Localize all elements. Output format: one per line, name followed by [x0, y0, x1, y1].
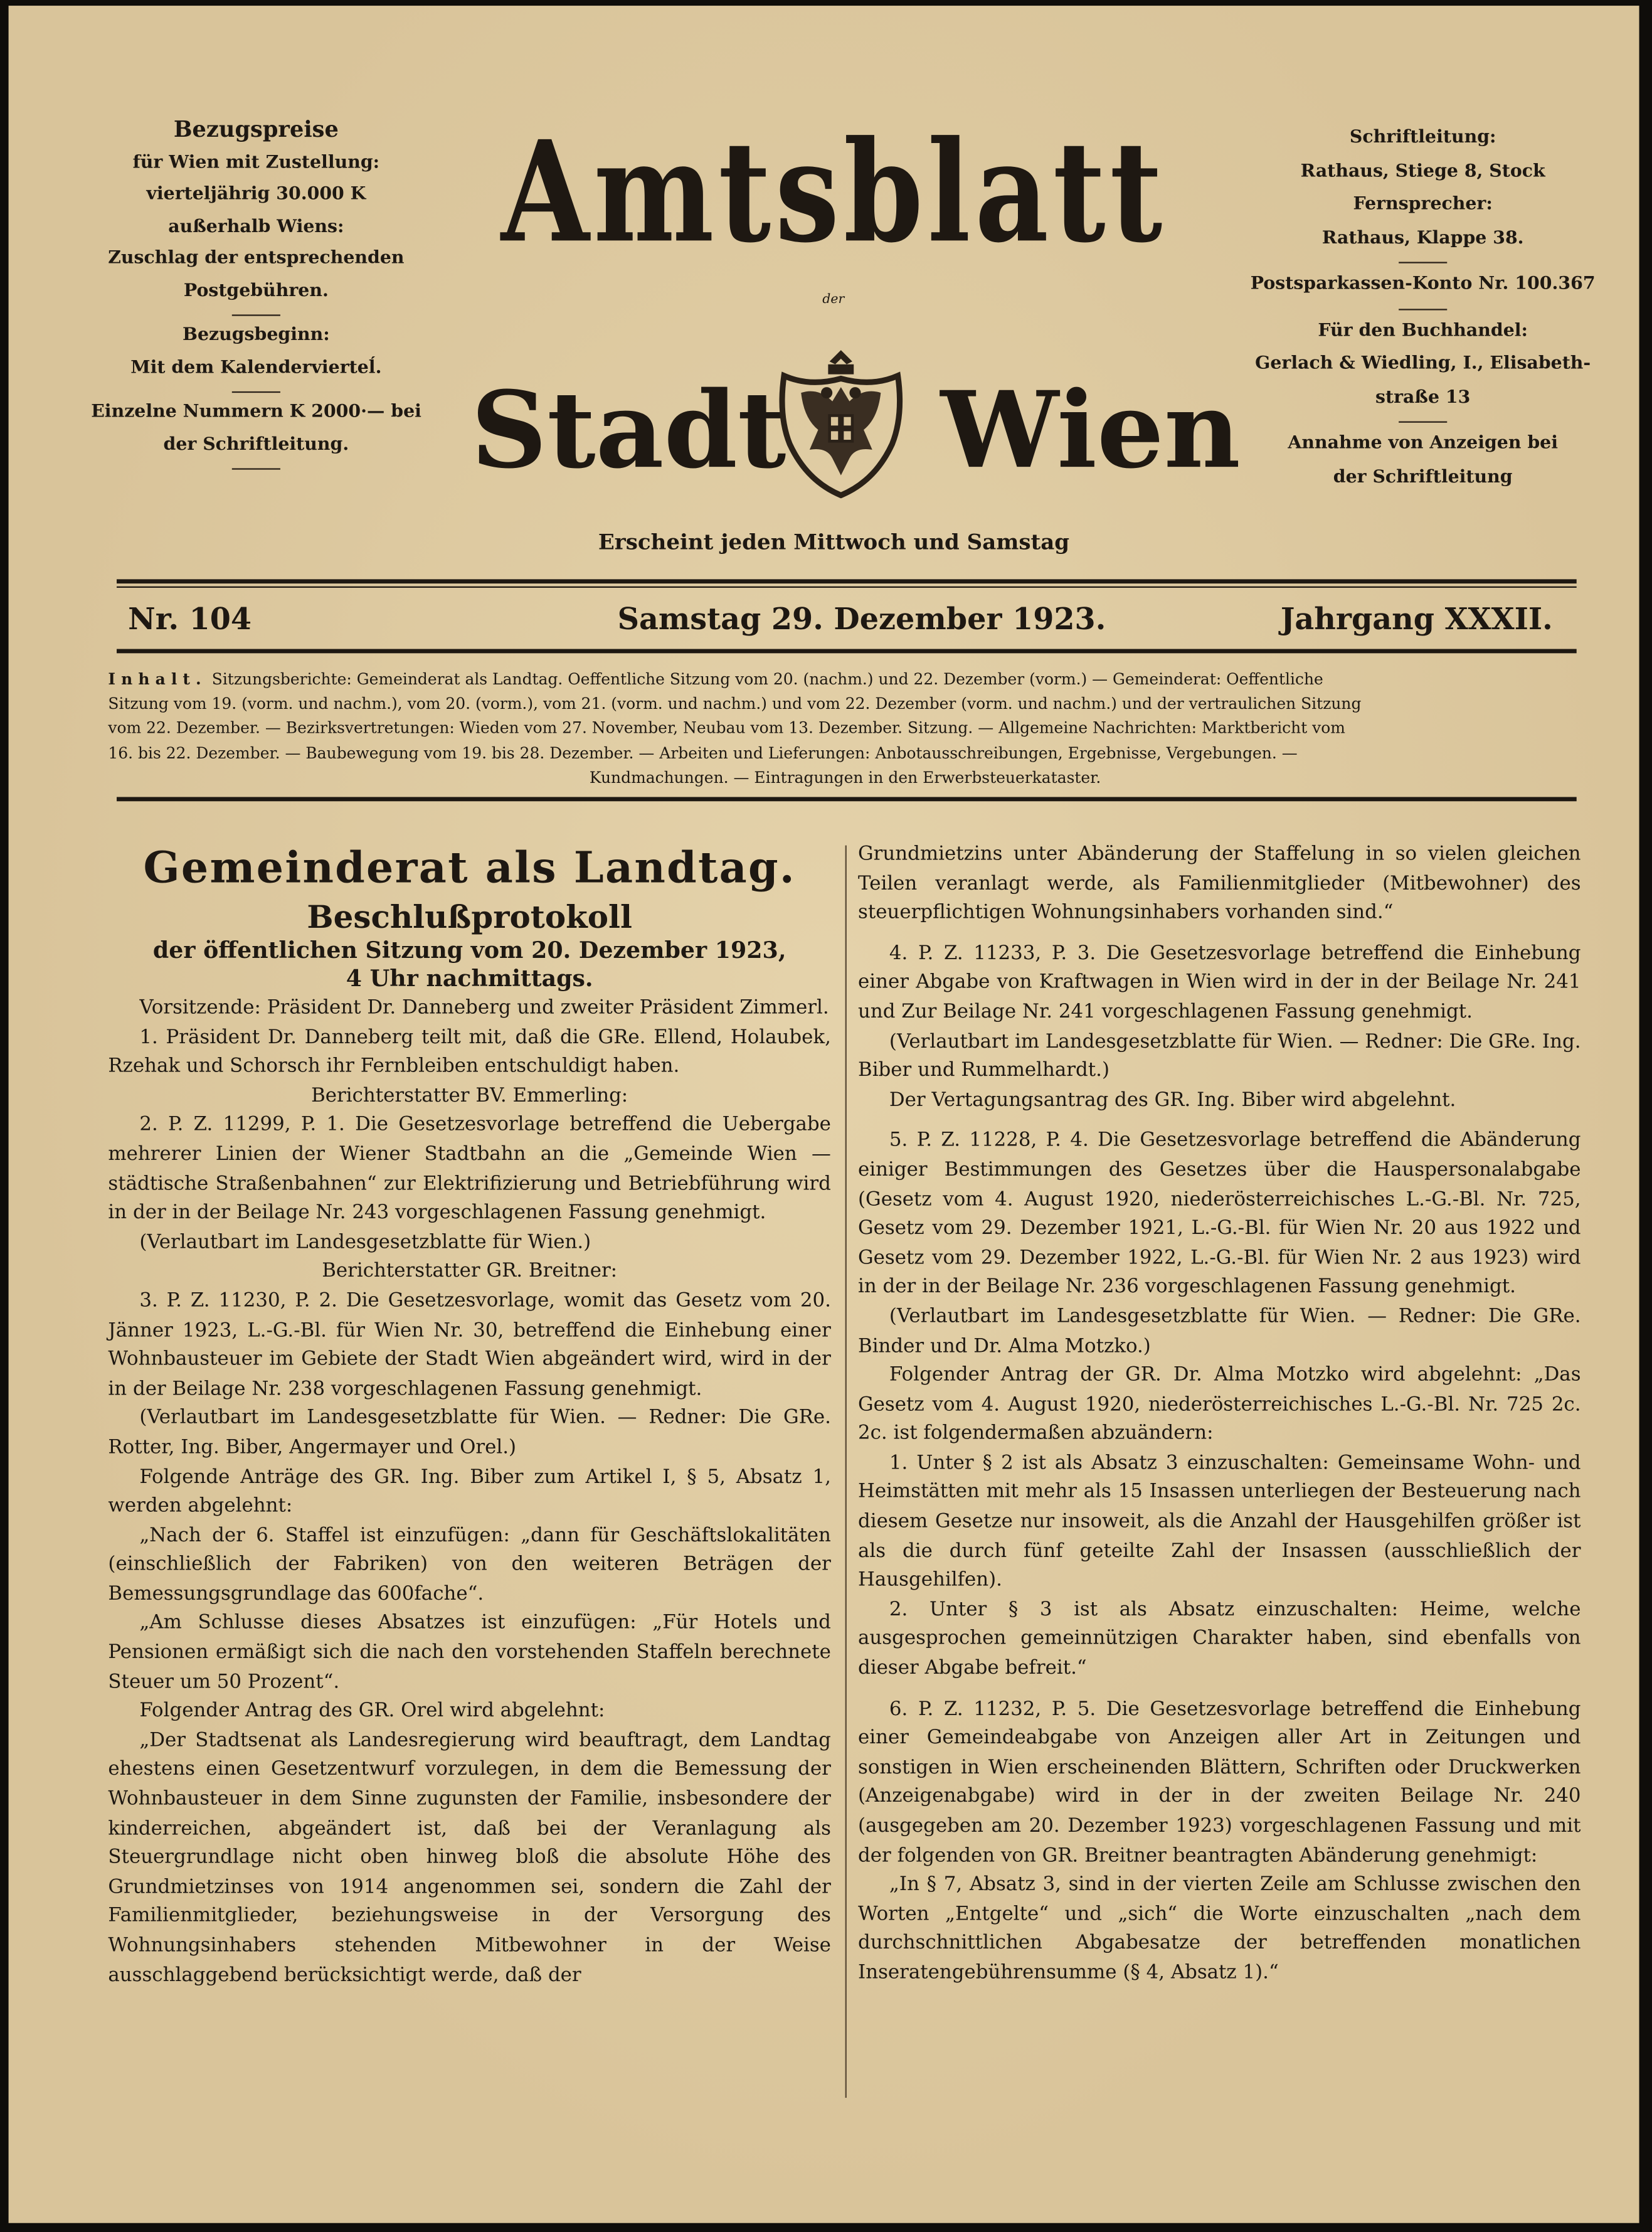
article-right-column	[858, 840, 1581, 1988]
subscription-line: Einzelne Nummern K 2000·— bei	[91, 400, 421, 422]
divider	[1399, 262, 1447, 263]
issue-volume: Jahrgang XXXII.	[1280, 600, 1553, 637]
subscription-line: vierteljährig 30.000 K	[146, 182, 366, 204]
masthead-der: der	[822, 293, 845, 308]
article-subtitle: Beschlußprotokoll	[307, 899, 632, 937]
editorial-line: Schriftleitung:	[1349, 125, 1496, 147]
editorial-line: Fernsprecher:	[1353, 192, 1493, 214]
paragraph: 3. P. Z. 11230, P. 2. Die Gesetzesvorlage, womit das Gesetz vom 20. Jänner 1923, L.-G.-Bl. für Wien Nr. 30, betreffend die Einhebung einer Wohnbausteuer im Gebiete der Stadt Wien abgeändert wird, wird in der in der Beilage Nr. 238 vorgeschlagenen Fassung genehmigt.	[108, 1289, 831, 1400]
article-session: der öffentlichen Sitzung vom 20. Dezember 1923,	[152, 936, 786, 964]
paragraph: 5. P. Z. 11228, P. 4. Die Gesetzesvorlage betreffend die Abänderung einiger Bestimmungen des Gesetzes über die Hauspersonalabgabe (Gesetz vom 4. August 1920, niederösterreichisches L.-G.-Bl. Nr. 725, Gesetz vom 29. Dezember 1921, L.-G.-Bl. für Wien Nr. 20 aus 1922 und Gesetz vom 29. Dezember 1922, L.-G.-Bl. für Wien Nr. 2 aus 1923) wird in der in der Beilage Nr. 236 vorgeschlagenen Fassung genehmigt.	[858, 1129, 1581, 1299]
editorial-line: Rathaus, Klappe 38.	[1321, 225, 1524, 247]
editorial-line: Annahme von Anzeigen bei	[1288, 431, 1558, 453]
newspaper-page	[9, 6, 1639, 2223]
header-rule-thin	[117, 587, 1577, 588]
subscription-line: der Schriftleitung.	[163, 432, 349, 454]
paragraph: (Verlautbart im Landesgesetzblatte für Wien.)	[139, 1230, 591, 1254]
subscription-box	[91, 114, 421, 472]
paragraph: Vorsitzende: Präsident Dr. Danneberg und zweiter Präsident Zimmerl.	[139, 996, 829, 1019]
paragraph: 1. Präsident Dr. Danneberg teilt mit, daß die GRe. Ellend, Holaubek, Rzehak und Schorsch ihr Fernbleiben entschuldigt haben.	[108, 1025, 831, 1078]
editorial-line: Für den Buchhandel:	[1318, 318, 1528, 340]
paragraph: 6. P. Z. 11232, P. 5. Die Gesetzesvorlage betreffend die Einhebung einer Gemeindeabgabe von Anzeigen aller Art in Zeitungen und sonstigen in Wien erscheinenden Blättern, Schriften oder Druckwerken (Anzeigenabgabe) wird in der in der zweiten Beilage Nr. 240 (ausgegeben am 20. Dezember 1923) vorgeschlagenen Fassung und mit der folgenden von GR. Breitner beantragten Abänderung genehmigt:	[858, 1697, 1581, 1867]
paragraph: Folgender Antrag der GR. Dr. Alma Motzko wird abgelehnt: „Das Gesetz vom 4. August 1920, niederösterreichisches L.-G.-Bl. Nr. 725 2c. 2c. ist folgendermaßen abzuändern:	[858, 1363, 1581, 1445]
divider	[232, 314, 280, 316]
paragraph: (Verlautbart im Landesgesetzblatte für Wien. — Redner: Die GRe. Ing. Biber und Rummelhardt.)	[858, 1029, 1581, 1082]
publication-frequency: Erscheint jeden Mittwoch und Samstag	[598, 529, 1070, 555]
article-time: 4 Uhr nachmittags.	[346, 965, 593, 992]
editorial-line: Gerlach & Wiedling, I., Elisabeth-	[1255, 351, 1591, 373]
subscription-line: Mit dem Kalendervierteĺ.	[130, 355, 382, 377]
paragraph: „Nach der 6. Staffel ist einzufügen: „dann für Geschäftslokalitäten (einschließlich der Fabriken) von den weiteren Beträgen der Bemessungsgrundlage das 600fache“.	[108, 1524, 831, 1605]
paragraph: „In § 7, Absatz 3, sind in der vierten Zeile am Schlusse zwischen den Worten „Entgelte“ und „sich“ die Worte einzuschalten „nach dem durchschnittlichen Abgabesatze der betreffenden monatlichen Inseratengebührensumme (§ 4, Absatz 1).“	[858, 1873, 1581, 1984]
editorial-line: Rathaus, Stiege 8, Stock	[1300, 158, 1545, 180]
paragraph: (Verlautbart im Landesgesetzblatte für Wien. — Redner: Die GRe. Rotter, Ing. Biber, Angermayer und Orel.)	[108, 1406, 831, 1459]
table-of-contents	[108, 667, 1582, 790]
vienna-coat-of-arms-icon	[770, 344, 912, 501]
editorial-box	[1241, 120, 1605, 492]
rapporteur: Berichterstatter BV. Emmerling:	[311, 1084, 628, 1107]
paragraph: 2. P. Z. 11299, P. 1. Die Gesetzesvorlage betreffend die Uebergabe mehrerer Linien der Wiener Stadtbahn an die „Gemeinde Wien — städtische Straßenbahnen“ zur Elektrifizierung und Betriebführung wird in der in der Beilage Nr. 243 vorgeschlagenen Fassung genehmigt.	[108, 1113, 831, 1225]
editorial-line: der Schriftleitung	[1333, 464, 1513, 486]
editorial-line: straße 13	[1375, 385, 1471, 407]
column-divider	[845, 846, 847, 2098]
paragraph: Folgende Anträge des GR. Ing. Biber zum Artikel I, § 5, Absatz 1, werden abgelehnt:	[108, 1465, 831, 1517]
paragraph: „Am Schlusse dieses Absatzes ist einzufügen: „Für Hotels und Pensionen ermäßigt sich die nach den vorstehenden Staffeln berechnete Steuer um 50 Prozent“.	[108, 1612, 831, 1693]
paragraph: Folgender Antrag des GR. Orel wird abgelehnt:	[139, 1699, 605, 1723]
paragraph: 1. Unter § 2 ist als Absatz 3 einzuschalten: Gemeinsame Wohn- und Heimstätten mit mehr als 15 Insassen unterliegen der Besteuerung nach diesem Gesetze nur insoweit, als die Anzahl der Hausgehilfen größer ist als die durch fünf geteilte Zahl der Insassen (ausschließlich der Hausgehilfen).	[858, 1451, 1581, 1592]
subscription-line: außerhalb Wiens:	[168, 214, 344, 236]
subscription-heading: Bezugspreise	[173, 115, 339, 142]
contents-line: 16. bis 22. Dezember. — Baubewegung vom 19. bis 28. Dezember. — Arbeiten und Lieferungen: Anbotausschreibungen, Ergebnisse, Vergebungen. —	[108, 743, 1298, 763]
issue-number: Nr. 104	[128, 600, 252, 637]
paragraph: 4. P. Z. 11233, P. 3. Die Gesetzesvorlage betreffend die Einhebung einer Abgabe von Kraftwagen in Wien wird in der in der Beilage Nr. 241 und Zur Beilage Nr. 241 vorgeschlagenen Fassung genehmigt.	[858, 942, 1581, 1024]
issue-rule	[117, 649, 1577, 654]
contents-lead: Inhalt.	[108, 670, 207, 689]
issue-date: Samstag 29. Dezember 1923.	[617, 600, 1106, 637]
subscription-line: für Wien mit Zustellung:	[132, 150, 380, 172]
paragraph: „Der Stadtsenat als Landesregierung wird beauftragt, dem Landtag ehestens einen Gesetzentwurf vorzulegen, in dem die Bemessung der Wohnbausteuer in dem Sinne zugunsten der Familie, insbesondere der kinderreichen, abgeändert ist, daß bei der Veranlagung als Steuergrundlage nicht oben hinweg bloß die absolute Höhe des Grundmietzinses von 1914 angenommen sei, sondern die Zahl der Familienmitglieder, beziehungsweise in der Versorgung des Wohnungsinhabers stehenden Mitbewohner in der Weise ausschlaggebend berücksichtigt werde, daß der	[108, 1729, 831, 1987]
divider	[1399, 308, 1447, 309]
paragraph: Grundmietzins unter Abänderung der Staffelung in so vielen gleichen Teilen veranlagt werde, als Familienmitglieder (Mitbewohner) des steuerpflichtigen Wohnungsinhabers vorhanden sind.“	[858, 842, 1581, 924]
contents-rule	[117, 797, 1577, 801]
contents-line: Sitzung vom 19. (vorm. und nachm.), vom 20. (vorm.), vom 21. (vorm. und nachm.) und vom 22. Dezember (vorm. und nachm.) und der vertraulichen Sitzung	[108, 694, 1362, 714]
paragraph: (Verlautbart im Landesgesetzblatte für Wien. — Redner: Die GRe. Binder und Dr. Alma Motzko.)	[858, 1305, 1581, 1358]
paragraph: 2. Unter § 3 ist als Absatz einzuschalten: Heime, welche ausgesprochen gemeinnützigen Charakter haben, sind ebenfalls von dieser Abgabe befreit.“	[858, 1598, 1581, 1680]
divider	[232, 468, 280, 469]
editorial-line: Postsparkassen-Konto Nr. 100.367	[1250, 272, 1596, 294]
masthead-title: Amtsblatt	[500, 110, 1167, 274]
contents-line: Kundmachungen. — Eintragungen in den Erwerbsteuerkataster.	[589, 768, 1101, 787]
masthead-stadt: Stadt	[470, 369, 786, 492]
article-left-column	[108, 840, 830, 1990]
masthead-wien: Wien	[940, 369, 1241, 492]
paragraph: Der Vertagungsantrag des GR. Ing. Biber wird abgelehnt.	[889, 1088, 1456, 1112]
subscription-line: Zuschlag der entsprechenden	[108, 246, 405, 268]
header-rule	[117, 579, 1577, 583]
rapporteur: Berichterstatter GR. Breitner:	[322, 1260, 618, 1283]
contents-line: Sitzungsberichte: Gemeinderat als Landtag. Oeffentliche Sitzung vom 20. (nachm.) und 22. Dezember (vorm.) — Gemeinderat: Oeffentliche	[211, 670, 1323, 689]
divider	[232, 391, 280, 393]
divider	[1399, 422, 1447, 423]
subscription-line: Postgebühren.	[183, 278, 329, 300]
subscription-line: Bezugsbeginn:	[182, 322, 330, 345]
contents-line: vom 22. Dezember. — Bezirksvertretungen: Wieden vom 27. November, Neubau vom 13. Dezember. Sitzung. — Allgemeine Nachrichten: Marktbericht vom	[108, 719, 1345, 738]
article-title: Gemeinderat als Landtag.	[143, 844, 796, 894]
